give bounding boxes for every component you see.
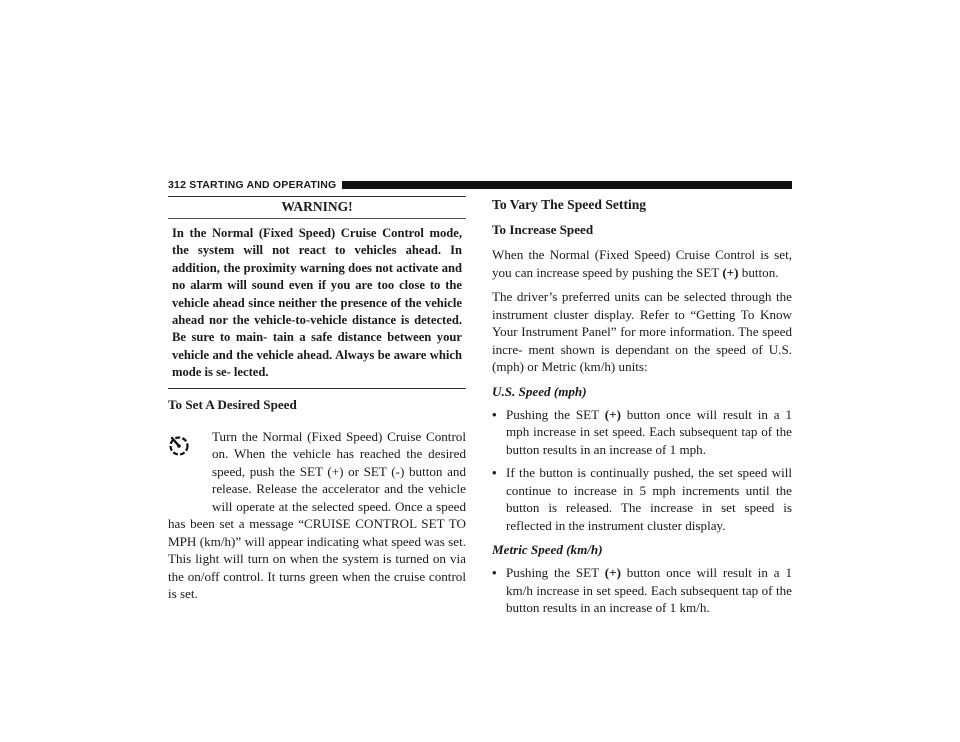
list-item: • Pushing the SET (+) button once will result in a 1 km/h increase in set speed. Each subsequent tap of the button results in an increase of 1 km/h.	[492, 565, 792, 615]
metric-speed-list	[492, 564, 792, 617]
page-number-section: 312 STARTING AND OPERATING	[168, 179, 337, 191]
increase-speed-heading: To Increase Speed	[492, 222, 594, 237]
increase-speed-paragraph: When the Normal (Fixed Speed) Cruise Control is set, you can increase speed by pushing the SET (+) button.	[492, 247, 792, 280]
vary-speed-heading: To Vary The Speed Setting	[492, 197, 647, 212]
us-speed-list	[492, 406, 792, 535]
set-speed-paragraph: Turn the Normal (Fixed Speed) Cruise Control on. When the vehicle has reached the desired speed, push the SET (+) or SET (-) button and release. Release the accelerator and the vehicle will operate at the selected speed. Once a speed has been set a message “CRUISE CONTROL SET TO MPH (km/h)” will appear indicating what speed was set. This light will turn on when the system is turned on via the on/off control. It turns green when the cruise control is set.	[168, 428, 466, 602]
list-item: • Pushing the SET (+) button once will result in a 1 mph increase in set speed. Each subsequent tap of the button results in an increase of 1 mph.	[492, 406, 792, 457]
set-speed-section	[168, 428, 466, 603]
set-speed-heading: To Set A Desired Speed	[168, 396, 297, 412]
page-header	[168, 178, 792, 192]
right-column	[492, 196, 792, 623]
warning-title: WARNING!	[168, 197, 466, 219]
cruise-control-gauge-icon	[168, 428, 212, 500]
us-speed-heading: U.S. Speed (mph)	[492, 383, 587, 399]
list-item: • If the button is continually pushed, the set speed will continue to increase in 5 mph increments until the button is released. The increase in set speed is reflected in the instrument cluster display.	[492, 465, 792, 533]
left-column	[168, 196, 466, 603]
metric-speed-heading: Metric Speed (km/h)	[492, 542, 603, 557]
warning-text: In the Normal (Fixed Speed) Cruise Control mode, the system will not react to vehicles ahead. In addition, the proximity warning does not activate and no alarm will sound even if you are too close to the vehicle ahead since neither the presence of the vehicle ahead nor the vehicle-to-vehicle distance is detected. Be sure to main- tain a safe distance between your vehicle and the vehicle ahead. Always be aware which mode is se- lected.	[172, 226, 462, 380]
warning-box	[168, 196, 466, 389]
set-plus-button-label: (+)	[722, 264, 739, 280]
units-paragraph: The driver’s preferred units can be selected through the instrument cluster display. Refer to “Getting To Know Your Instrument Panel” for more information. The speed incre- ment shown is dependant on the speed of U.S. (mph) or Metric (km/h) units:	[492, 289, 792, 374]
header-rule	[342, 181, 792, 189]
